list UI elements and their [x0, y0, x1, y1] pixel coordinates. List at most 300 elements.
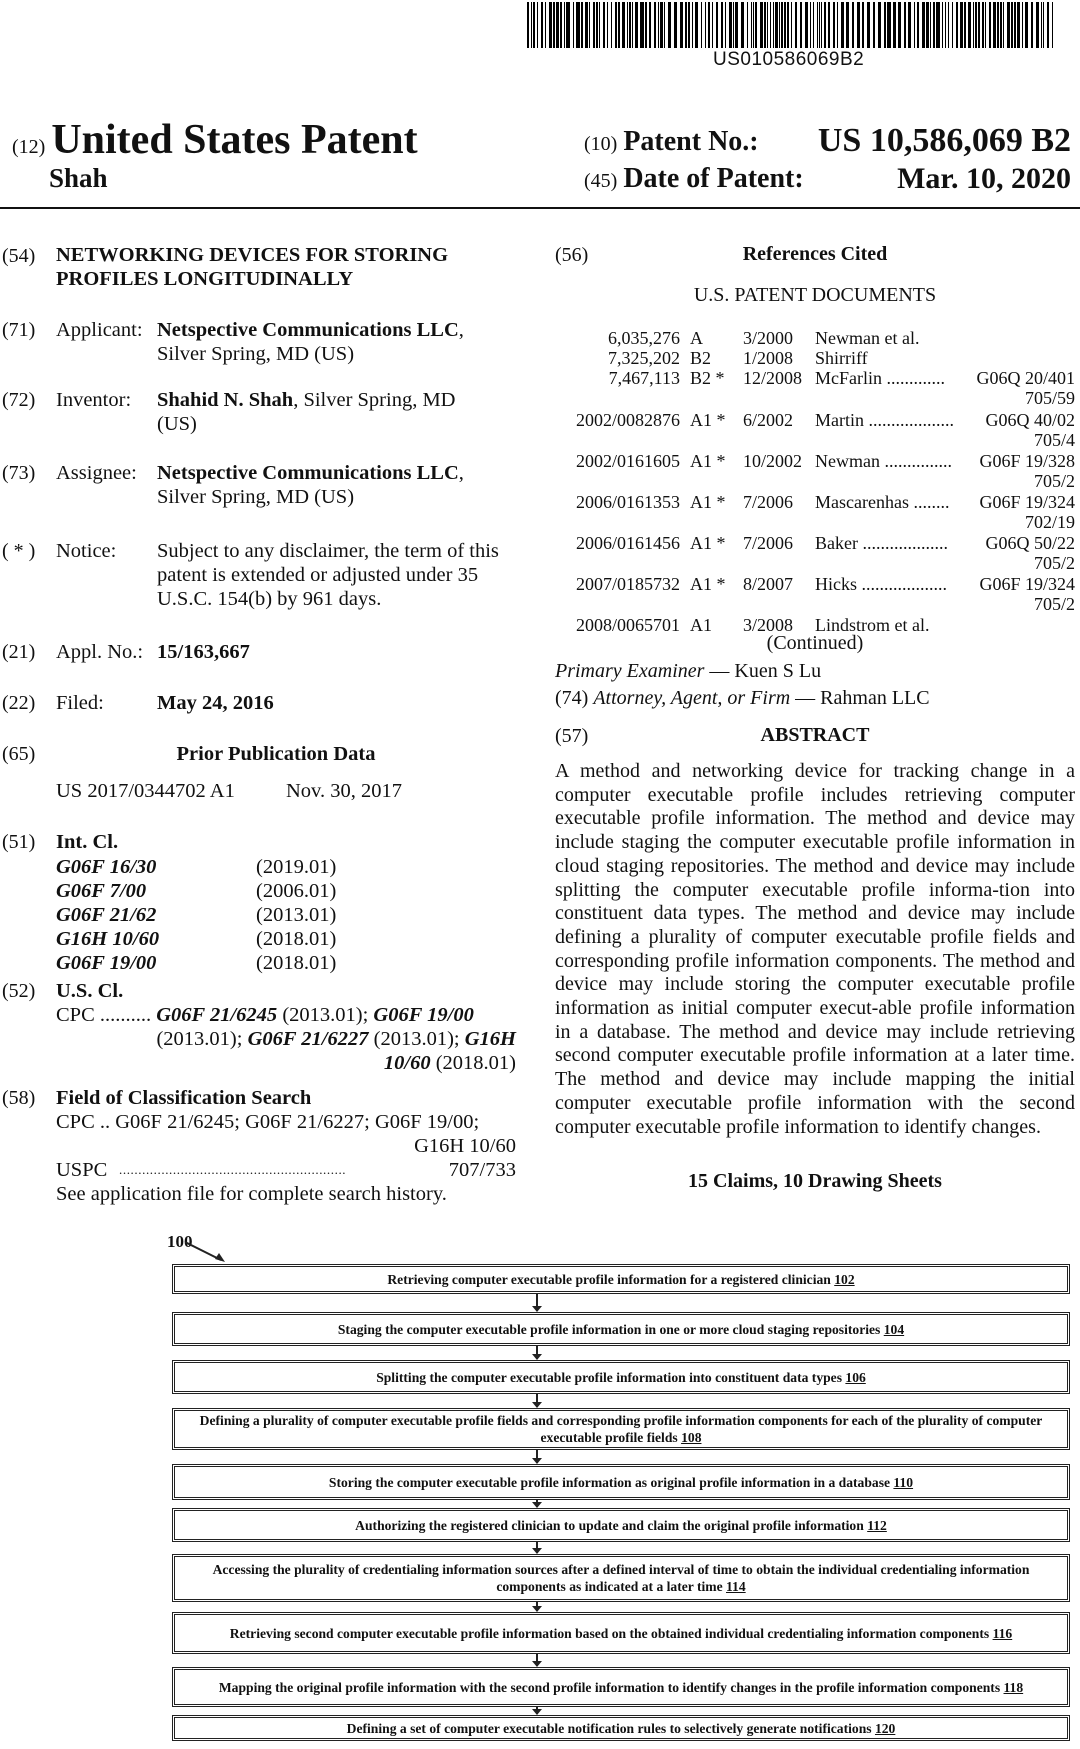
barcode-bar [1025, 2, 1028, 48]
reference-class: G06F 19/328 [979, 451, 1075, 471]
flowchart-step [172, 1508, 1070, 1542]
barcode [527, 2, 1057, 48]
int-cl-row [56, 927, 356, 951]
inventor-country: (US) [157, 413, 197, 435]
reference-row [555, 348, 1075, 370]
barcode-bar [1007, 2, 1010, 48]
barcode-bar [1043, 2, 1044, 48]
barcode-bar [701, 2, 702, 48]
barcode-bar [1036, 2, 1039, 48]
reference-kind: A1 * [690, 451, 726, 471]
barcode-bar [564, 2, 565, 48]
step-text: Defining a plurality of computer executable profile fields and corresponding profile information components for each of the plurality of computer executable profile fields [199, 1413, 1043, 1445]
barcode-bar [764, 2, 766, 48]
step-content [230, 1625, 1012, 1642]
reference-kind: A1 * [690, 574, 726, 594]
barcode-bar [680, 2, 683, 48]
flowchart-step [172, 1667, 1070, 1707]
prior-pub-number: US 2017/0344702 A1 [56, 780, 235, 802]
barcode-bar [1003, 2, 1004, 48]
reference-name: Mascarenhas ........ [815, 492, 950, 512]
barcode-bar [893, 2, 896, 48]
title-line: NETWORKING DEVICES FOR STORING [56, 244, 449, 266]
barcode-bar [926, 2, 929, 48]
search-field [56, 1110, 516, 1206]
applicant-suffix: , [458, 319, 464, 341]
uspc-value: 707/733 [448, 1159, 516, 1181]
barcode-bar [775, 2, 778, 48]
reference-class: G06Q 40/02 [985, 410, 1075, 430]
barcode-bar [576, 2, 580, 48]
barcode-bar [791, 2, 792, 48]
barcode-bar [596, 2, 598, 48]
applicant [157, 318, 517, 366]
reference-kind: B2 [690, 348, 712, 368]
field-code: (71) [2, 319, 36, 341]
notice-text [157, 539, 517, 611]
flowchart-arrow [536, 1654, 538, 1666]
barcode-bar [658, 2, 659, 48]
reference-name: Lindstrom et al. [815, 615, 930, 635]
reference-name: Shirriff [815, 348, 868, 368]
flowchart-step [172, 1554, 1070, 1602]
header-rule [0, 207, 1080, 209]
barcode-bar [541, 2, 543, 48]
barcode-bar [933, 2, 935, 48]
barcode-bar [1000, 2, 1002, 48]
barcode-bar [603, 2, 605, 48]
references-heading: References Cited [742, 243, 888, 265]
search-field-heading: Field of Classification Search [56, 1087, 312, 1109]
barcode-bar [821, 2, 822, 48]
assignee-suffix: , [458, 462, 464, 484]
barcode-bar [629, 2, 631, 48]
attorney [555, 687, 930, 710]
barcode-bar [635, 2, 638, 48]
reference-class: G06Q 50/22 [985, 533, 1075, 553]
search-cpc: CPC .. G06F 21/6245; G06F 21/6227; G06F 19/00; [56, 1111, 480, 1133]
inventor-short: Shah [49, 163, 108, 193]
int-cl-class: G06F 16/30 [56, 856, 157, 878]
barcode-bar [945, 2, 946, 48]
cpc-year: (2013.01); [156, 1028, 243, 1050]
claims-summary: 15 Claims, 10 Drawing Sheets [688, 1170, 942, 1192]
title-text: United States Patent [51, 117, 418, 163]
reference-name: Newman ............... [815, 451, 952, 471]
inventor-label: Inventor: [56, 389, 132, 411]
examiner-name: — Kuen S Lu [709, 660, 822, 682]
flowchart-step [172, 1612, 1070, 1654]
barcode-bar [716, 2, 718, 48]
barcode-bar [942, 2, 943, 48]
barcode-bar [810, 2, 811, 48]
label-text: Date of Patent: [623, 163, 804, 194]
barcode-bar [773, 2, 774, 48]
int-cl-class: G06F 7/00 [56, 880, 147, 902]
barcode-bar [645, 2, 647, 48]
uspc-dots: ........................................................... [119, 1162, 347, 1177]
barcode-bar [993, 2, 996, 48]
barcode-bar [784, 2, 786, 48]
step-content [387, 1271, 854, 1288]
barcode-bar [914, 2, 915, 48]
step-text: Retrieving second computer executable profile information based on the obtained individual credentialing information components [229, 1625, 993, 1641]
barcode-bar [1031, 2, 1033, 48]
barcode-bar [599, 2, 600, 48]
cpc-class: 10/60 [383, 1052, 431, 1074]
barcode-bar [654, 2, 656, 48]
cpc-class: G16H [464, 1028, 516, 1050]
reference-number: 2007/0185732 [575, 574, 680, 594]
cpc-label: CPC .......... [56, 1004, 152, 1026]
step-number: 112 [867, 1517, 887, 1533]
flowchart-step [172, 1264, 1070, 1294]
int-cl-class: G16H 10/60 [56, 928, 160, 950]
prior-pub-date: Nov. 30, 2017 [286, 780, 402, 802]
field-code: (45) [584, 170, 618, 192]
reference-subclass: 705/2 [1033, 594, 1075, 614]
step-text: Splitting the computer executable profile information into constituent data types [376, 1369, 846, 1385]
barcode-bar [898, 2, 901, 48]
barcode-bar [960, 2, 963, 48]
cpc-year: (2013.01); [373, 1028, 460, 1050]
barcode-bar [674, 2, 677, 48]
barcode-bar [985, 2, 986, 48]
barcode-bar [997, 2, 999, 48]
barcode-bar [712, 2, 713, 48]
reference-kind: A [690, 328, 703, 348]
barcode-bar [904, 2, 906, 48]
barcode-bar [733, 2, 734, 48]
reference-row [555, 533, 1075, 555]
filed-date: May 24, 2016 [157, 692, 274, 714]
reference-class: G06Q 20/401 [976, 368, 1075, 388]
barcode-bar [767, 2, 768, 48]
barcode-bar [533, 2, 535, 48]
barcode-bar [964, 2, 966, 48]
field-code: (74) [555, 687, 589, 709]
reference-date: 3/2008 [743, 615, 794, 635]
int-cl-class: G06F 21/62 [56, 904, 157, 926]
figure-pointer-arrow [185, 1240, 230, 1265]
barcode-bar [556, 2, 559, 48]
step-number: 118 [1003, 1679, 1024, 1695]
barcode-bar [747, 2, 748, 48]
step-content [329, 1474, 913, 1491]
barcode-bar [531, 2, 532, 48]
cpc-class: G06F 21/6227 [247, 1028, 369, 1050]
step-text: Defining a set of computer executable notification rules to selectively generate notifications [346, 1720, 875, 1736]
barcode-bar [660, 2, 663, 48]
barcode-bar [729, 2, 732, 48]
barcode-bar [887, 2, 891, 48]
step-number: 110 [893, 1474, 914, 1490]
reference-kind: A1 * [690, 492, 726, 512]
step-number: 120 [874, 1720, 896, 1736]
reference-subclass: 705/2 [1033, 471, 1075, 491]
step-content [355, 1517, 887, 1534]
barcode-bar [867, 2, 870, 48]
reference-subclass: 705/4 [1033, 430, 1075, 450]
field-code: (72) [2, 389, 36, 411]
barcode-bar [725, 2, 726, 48]
barcode-bar [787, 2, 789, 48]
barcode-bar [627, 2, 628, 48]
figure-label: 100 [167, 1232, 193, 1251]
barcode-bar [975, 2, 977, 48]
barcode-bar [948, 2, 949, 48]
patent-number: US 10,586,069 B2 [817, 122, 1071, 159]
notice-label: Notice: [56, 540, 117, 562]
barcode-bar [593, 2, 595, 48]
invention-title [56, 243, 496, 291]
int-cl-year: (2018.01) [256, 928, 337, 950]
int-cl-row [56, 951, 356, 975]
applicant-name: Netspective Communications LLC [157, 319, 459, 341]
date-of-patent-label [584, 163, 804, 195]
date-of-patent: Mar. 10, 2020 [897, 162, 1071, 195]
barcode-bar [956, 2, 958, 48]
barcode-bar [1052, 2, 1053, 48]
reference-date: 10/2002 [743, 451, 803, 471]
barcode-bar [989, 2, 991, 48]
flowchart-arrow [536, 1294, 538, 1311]
assignee-name: Netspective Communications LLC [157, 462, 459, 484]
barcode-bar [1014, 2, 1016, 48]
field-code: ( * ) [2, 540, 36, 562]
barcode-bar [760, 2, 763, 48]
barcode-bar [779, 2, 780, 48]
us-cl-cpc [56, 1003, 516, 1075]
flowchart-arrow [536, 1602, 538, 1611]
barcode-bar [824, 2, 826, 48]
reference-class: G06F 19/324 [979, 492, 1075, 512]
flowchart-step [172, 1464, 1070, 1500]
barcode-bar [753, 2, 754, 48]
filed-label: Filed: [56, 692, 104, 714]
field-code: (21) [2, 641, 36, 663]
appl-no-label: Appl. No.: [56, 641, 144, 663]
cpc-year: (2018.01) [435, 1052, 516, 1074]
flowchart-step [172, 1360, 1070, 1394]
reference-name: Newman et al. [815, 328, 920, 348]
reference-date: 12/2008 [743, 368, 803, 388]
barcode-bar [833, 2, 835, 48]
barcode-bar [695, 2, 698, 48]
barcode-bar [611, 2, 612, 48]
field-code: (57) [555, 725, 589, 747]
reference-row [555, 368, 1075, 390]
step-text: Storing the computer executable profile information as original profile information in a database [328, 1474, 894, 1490]
barcode-bar [632, 2, 633, 48]
int-cl-year: (2013.01) [256, 904, 337, 926]
barcode-bar [819, 2, 820, 48]
reference-number: 2008/0065701 [575, 615, 680, 635]
barcode-bar [873, 2, 875, 48]
int-cl-year: (2006.01) [256, 880, 337, 902]
appl-no: 15/163,667 [157, 641, 250, 663]
reference-row [555, 328, 1075, 350]
barcode-bar [878, 2, 881, 48]
primary-examiner [555, 660, 821, 683]
barcode-bar [649, 2, 651, 48]
step-number: 106 [845, 1369, 866, 1385]
inventor-name: Shahid N. Shah [157, 389, 294, 411]
step-text: Staging the computer executable profile information in one or more cloud staging repositories [337, 1321, 884, 1337]
field-code: (51) [2, 831, 36, 853]
continued-note: (Continued) [766, 632, 864, 654]
assignee [157, 461, 517, 509]
barcode-bar [589, 2, 590, 48]
barcode-bar [735, 2, 738, 48]
barcode-bar [805, 2, 808, 48]
barcode-bar [668, 2, 671, 48]
cpc-year: (2013.01); [282, 1004, 369, 1026]
field-code: (52) [2, 980, 36, 1002]
barcode-bar [908, 2, 911, 48]
search-history-note: See application file for complete search history. [56, 1183, 447, 1205]
cpc-class: G06F 19/00 [373, 1004, 474, 1026]
barcode-bar [781, 2, 783, 48]
field-code: (58) [2, 1087, 36, 1109]
reference-name: Hicks ................... [815, 574, 947, 594]
barcode-bar [800, 2, 802, 48]
step-number: 116 [992, 1625, 1013, 1641]
barcode-bar [585, 2, 588, 48]
barcode-bar [817, 2, 818, 48]
reference-date: 1/2008 [743, 348, 794, 368]
int-cl-class: G06F 19/00 [56, 952, 157, 974]
step-number: 104 [883, 1321, 905, 1337]
flowchart-arrow [536, 1707, 538, 1714]
step-content [219, 1679, 1023, 1696]
barcode-bar [622, 2, 625, 48]
barcode-bar [852, 2, 854, 48]
barcode-bar [968, 2, 971, 48]
notice-line: U.S.C. 154(b) by 961 days. [157, 588, 382, 610]
barcode-bar [607, 2, 608, 48]
field-code: (65) [2, 743, 36, 765]
reference-row [555, 492, 1075, 514]
applicant-label: Applicant: [56, 319, 143, 341]
flowchart-arrow [536, 1542, 538, 1553]
reference-number: 2006/0161353 [575, 492, 680, 512]
barcode-bar [545, 2, 546, 48]
barcode-bar [936, 2, 940, 48]
inventor-location: , Silver Spring, MD [293, 389, 456, 411]
barcode-bar [837, 2, 838, 48]
barcode-bar [560, 2, 562, 48]
step-number: 102 [834, 1271, 855, 1287]
barcode-bar [688, 2, 690, 48]
reference-date: 6/2002 [743, 410, 794, 430]
step-text: Accessing the plurality of credentialing information sources after a defined interval of time to obtain the individual credentialing information components as indicated at a later time [212, 1562, 1030, 1594]
barcode-bar [1047, 2, 1049, 48]
uspc-line [56, 1158, 516, 1182]
attorney-label: Attorney, Agent, or Firm [593, 687, 791, 709]
barcode-bar [978, 2, 980, 48]
field-code: (22) [2, 692, 36, 714]
barcode-bar [685, 2, 687, 48]
step-content [185, 1412, 1057, 1446]
step-text: Authorizing the registered clinician to update and claim the original profile information [355, 1517, 868, 1533]
label-text: Patent No.: [623, 126, 759, 157]
flowchart-arrow [536, 1346, 538, 1359]
barcode-bar [930, 2, 931, 48]
assignee-location: Silver Spring, MD (US) [157, 486, 355, 508]
barcode-bar [1022, 2, 1023, 48]
barcode-bar [692, 2, 693, 48]
reference-class: G06F 19/324 [979, 574, 1075, 594]
reference-number: 2002/0082876 [575, 410, 680, 430]
int-cl-row [56, 855, 356, 879]
reference-row [555, 574, 1075, 596]
int-cl-year: (2019.01) [256, 856, 337, 878]
flowchart-step [172, 1408, 1070, 1450]
barcode-number: US010586069B2 [713, 49, 865, 70]
reference-subclass: 705/59 [1024, 388, 1075, 408]
int-cl-year: (2018.01) [256, 952, 337, 974]
int-cl-row [56, 903, 356, 927]
step-text: Mapping the original profile information with the second profile information to identify changes in the profile information components [218, 1679, 1004, 1695]
barcode-bar [922, 2, 925, 48]
step-content [347, 1720, 896, 1737]
barcode-bar [581, 2, 583, 48]
reference-name: Martin ................... [815, 410, 954, 430]
reference-row [555, 451, 1075, 473]
reference-number: 2006/0161456 [575, 533, 680, 553]
title-line: PROFILES LONGITUDINALLY [56, 268, 354, 290]
step-number: 114 [726, 1579, 746, 1594]
notice-line: patent is extended or adjusted under 35 [157, 564, 479, 586]
barcode-bar [973, 2, 974, 48]
barcode-bar [841, 2, 844, 48]
inventor [157, 388, 517, 436]
barcode-bar [527, 2, 529, 48]
prior-pub-heading: Prior Publication Data [176, 743, 376, 765]
barcode-bar [770, 2, 771, 48]
barcode-bar [795, 2, 797, 48]
notice-line: Subject to any disclaimer, the term of this [157, 540, 499, 562]
reference-number: 7,467,113 [608, 368, 680, 388]
reference-kind: A1 * [690, 410, 726, 430]
barcode-bar [553, 2, 555, 48]
barcode-bar [549, 2, 552, 48]
reference-name: Baker ................... [815, 533, 948, 553]
reference-number: 6,035,276 [608, 328, 680, 348]
abstract-heading: ABSTRACT [760, 724, 870, 746]
reference-date: 8/2007 [743, 574, 794, 594]
field-code: (12) [12, 136, 46, 158]
barcode-bar [755, 2, 757, 48]
barcode-bar [618, 2, 620, 48]
barcode-bar [952, 2, 953, 48]
uspc-label: USPC [56, 1159, 108, 1181]
barcode-bar [813, 2, 814, 48]
flowchart-arrow [536, 1500, 538, 1507]
step-content [338, 1321, 904, 1338]
search-cpc: G16H 10/60 [414, 1135, 516, 1157]
reference-kind: B2 * [690, 368, 725, 388]
flowchart-step [172, 1312, 1070, 1346]
field-code: (10) [584, 133, 618, 155]
barcode-bar [615, 2, 617, 48]
us-patent-docs-heading: U.S. PATENT DOCUMENTS [693, 284, 937, 306]
reference-subclass: 705/2 [1033, 553, 1075, 573]
flowchart-arrow [536, 1394, 538, 1407]
barcode-bar [1017, 2, 1020, 48]
reference-subclass: 702/19 [1024, 512, 1075, 532]
